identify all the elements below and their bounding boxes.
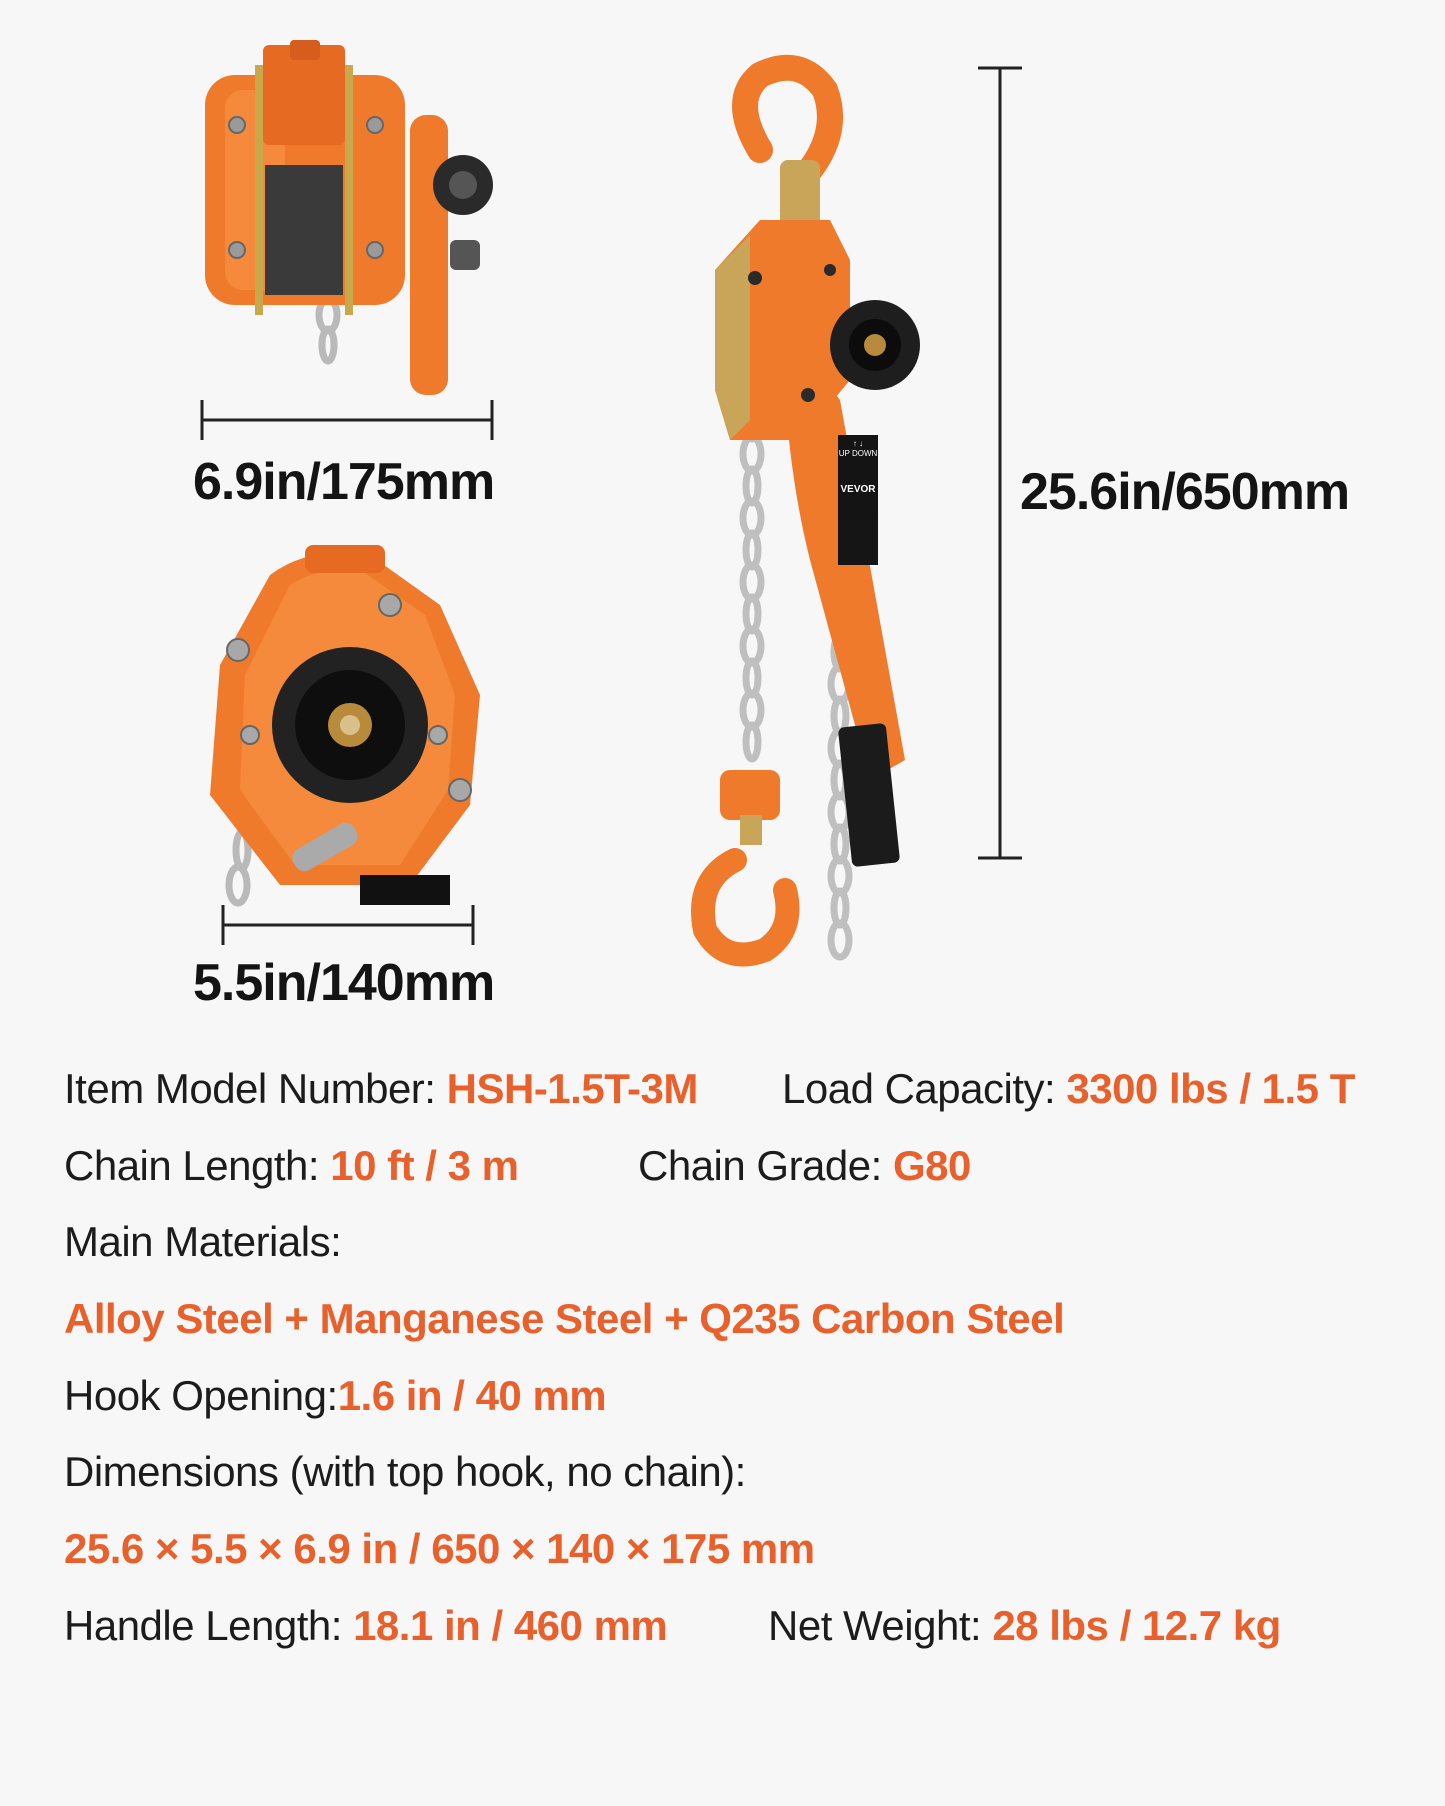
height-dimension-label: 25.6in/650mm (1020, 463, 1350, 521)
capacity-value: 3300 lbs / 1.5 T (1066, 1065, 1355, 1112)
chain-grade-value: G80 (892, 1142, 971, 1189)
spec-dimensions-label: Dimensions (with top hook, no chain): (64, 1448, 746, 1495)
depth-dimension-label: 6.9in/175mm (193, 453, 495, 511)
spec-hook-opening (64, 1372, 606, 1420)
label-brand: VEVOR (840, 484, 876, 495)
arrow-icons: ↑ ↓ (852, 439, 864, 448)
label-up: UP (838, 449, 850, 458)
spec-chain-grade (638, 1142, 971, 1190)
spec-materials-label: Main Materials: (64, 1218, 342, 1265)
net-weight-value: 28 lbs / 12.7 kg (992, 1602, 1281, 1649)
chain-grade-label: Chain Grade: (638, 1142, 893, 1189)
handle-length-value: 18.1 in / 460 mm (353, 1602, 668, 1649)
capacity-label: Load Capacity: (782, 1065, 1067, 1112)
depth-dimension-line (200, 395, 500, 445)
hook-opening-label: Hook Opening: (64, 1372, 338, 1419)
model-label: Item Model Number: (64, 1065, 447, 1112)
hoist-side-view-image (195, 35, 495, 395)
spec-materials-value: Alloy Steel + Manganese Steel + Q235 Carbon Steel (64, 1295, 1065, 1342)
spec-net-weight (768, 1602, 1281, 1650)
model-value: HSH-1.5T-3M (446, 1065, 698, 1112)
spec-capacity (782, 1065, 1355, 1113)
width-dimension-label: 5.5in/140mm (193, 954, 495, 1012)
spec-row-model-capacity (64, 1065, 698, 1113)
label-down: DOWN (851, 449, 878, 458)
handle-length-label: Handle Length: (64, 1602, 354, 1649)
net-weight-label: Net Weight: (768, 1602, 993, 1649)
lever-hoist-full-image (690, 60, 970, 980)
height-dimension-line (975, 65, 1025, 865)
width-dimension-line (220, 900, 480, 950)
hoist-label-plate (838, 435, 878, 519)
hook-opening-value: 1.6 in / 40 mm (337, 1372, 607, 1419)
spec-chain-length (64, 1142, 518, 1190)
spec-handle-length (64, 1602, 667, 1650)
hoist-front-view-image (210, 545, 490, 905)
chain-length-value: 10 ft / 3 m (330, 1142, 519, 1189)
spec-dimensions-value: 25.6 × 5.5 × 6.9 in / 650 × 140 × 175 mm (64, 1525, 815, 1572)
chain-length-label: Chain Length: (64, 1142, 331, 1189)
